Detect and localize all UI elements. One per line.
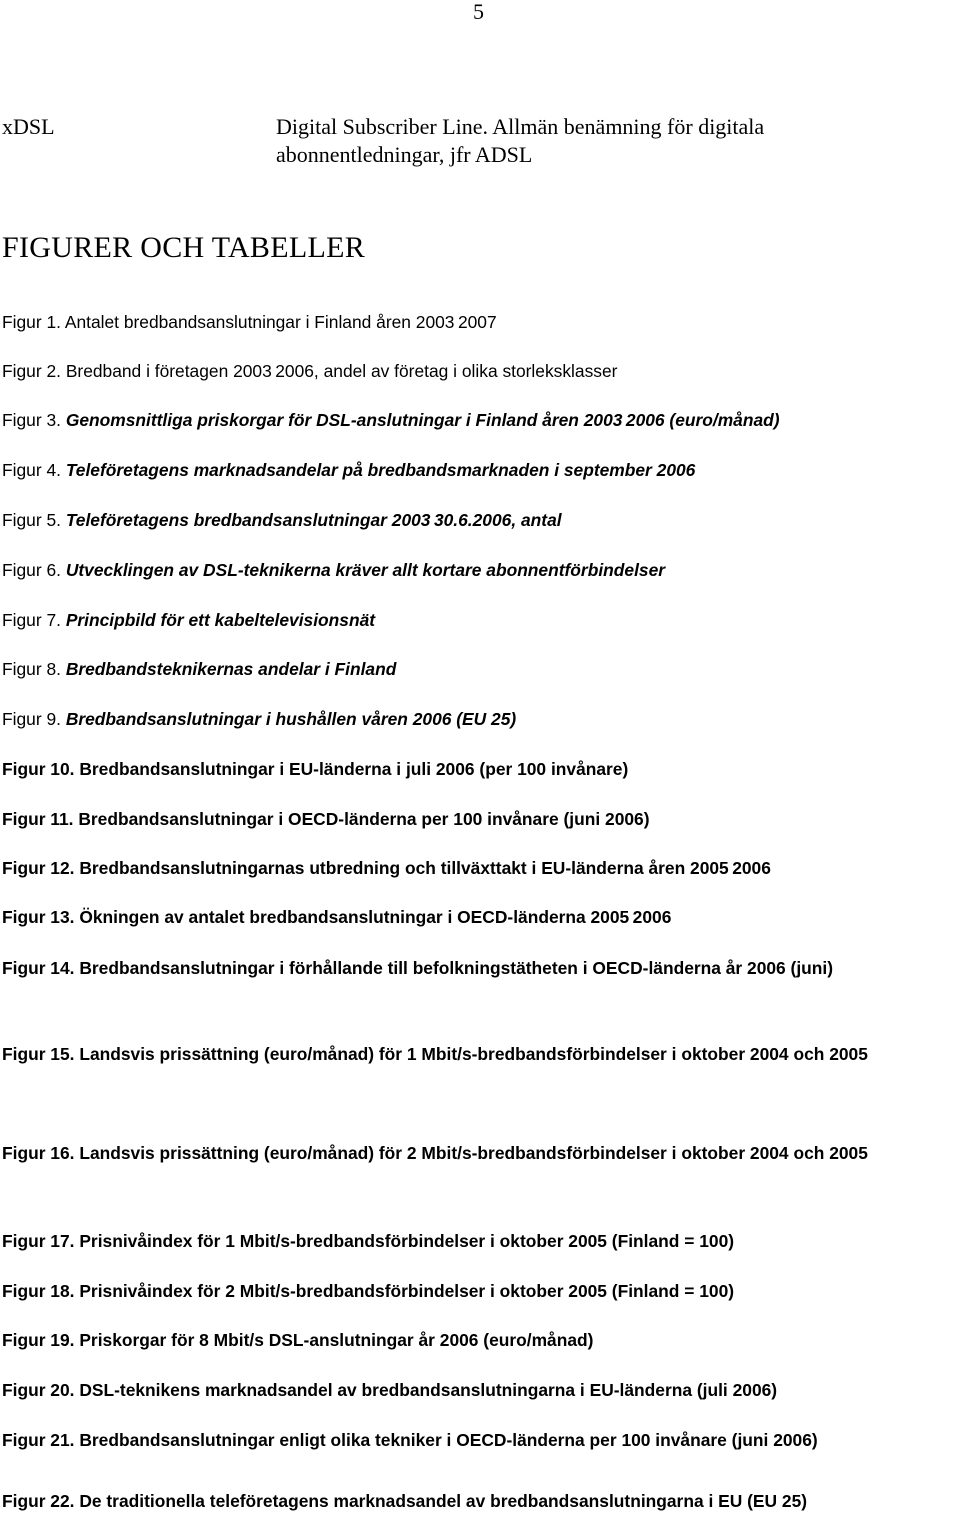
figure-title: Prisnivåindex för 1 Mbit/s-bredbandsförbindelser i oktober 2005 (Finland = 100)	[79, 1231, 735, 1251]
figure-title: Bredband i företagen 2003 2006, andel av företag i olika storleksklasser	[65, 361, 618, 381]
figure-list-item	[2, 707, 958, 732]
figure-title: De traditionella teleföretagens marknadsandel av bredbandsanslutningarna i EU (EU 25)	[79, 1491, 808, 1511]
figure-label: Figur 8.	[2, 659, 61, 679]
figure-title: Bredbandsanslutningar enligt olika tekniker i OECD-länderna per 100 invånare (juni 2006)	[79, 1430, 818, 1450]
figure-title: Utvecklingen av DSL-teknikerna kräver allt kortare abonnentförbindelser	[65, 560, 666, 580]
figure-title: Bredbandsanslutningar i hushållen våren 2006 (EU 25)	[65, 709, 517, 729]
figure-label: Figur 2.	[2, 361, 61, 381]
figure-label: Figur 19.	[2, 1330, 75, 1350]
figure-title: Landsvis prissättning (euro/månad) för 2 Mbit/s-bredbandsförbindelser i oktober 2004 och 2005	[79, 1143, 868, 1163]
figure-label: Figur 13.	[2, 907, 75, 927]
figure-list-item	[2, 807, 958, 832]
figure-title: Teleföretagens bredbandsanslutningar 2003 30.6.2006, antal	[65, 510, 562, 530]
figure-list-item	[2, 1328, 958, 1353]
figure-list-item	[2, 359, 958, 384]
figure-list-item	[2, 310, 958, 335]
abbreviation-term: xDSL	[2, 114, 55, 139]
figure-title: Principbild för ett kabeltelevisionsnät	[65, 610, 376, 630]
figure-list-item	[2, 1042, 958, 1067]
figure-label: Figur 9.	[2, 709, 61, 729]
figure-list-item	[2, 508, 958, 533]
figure-label: Figur 22.	[2, 1491, 75, 1511]
figure-title: Bredbandsanslutningar i OECD-länderna per 100 invånare (juni 2006)	[78, 809, 650, 829]
figure-list-item	[2, 458, 958, 483]
figure-label: Figur 7.	[2, 610, 61, 630]
figure-label: Figur 5.	[2, 510, 61, 530]
figure-list-item	[2, 1489, 958, 1514]
figure-list-item	[2, 558, 958, 583]
figure-title: Landsvis prissättning (euro/månad) för 1 Mbit/s-bredbandsförbindelser i oktober 2004 och 2005	[79, 1044, 868, 1064]
figure-list-item	[2, 1141, 958, 1166]
section-heading: FIGURER OCH TABELLER	[2, 231, 366, 264]
figure-label: Figur 3.	[2, 410, 61, 430]
figure-title: Priskorgar för 8 Mbit/s DSL-anslutningar år 2006 (euro/månad)	[79, 1330, 594, 1350]
figure-label: Figur 15.	[2, 1044, 75, 1064]
figure-list-item	[2, 408, 958, 433]
figure-title: Genomsnittliga priskorgar för DSL-anslutningar i Finland åren 2003 2006 (euro/månad)	[65, 410, 780, 430]
figure-title: Prisnivåindex för 2 Mbit/s-bredbandsförbindelser i oktober 2005 (Finland = 100)	[79, 1281, 735, 1301]
figure-list-item	[2, 956, 958, 981]
figure-title: DSL-teknikens marknadsandel av bredbandsanslutningarna i EU-länderna (juli 2006)	[79, 1380, 778, 1400]
figure-list-item	[2, 757, 958, 782]
figure-label: Figur 20.	[2, 1380, 75, 1400]
figure-label: Figur 16.	[2, 1143, 75, 1163]
figure-title: Bredbandsanslutningar i förhållande till befolkningstätheten i OECD-länderna år 2006 (juni)	[79, 958, 834, 978]
abbreviation-definition: Digital Subscriber Line. Allmän benämning för digitala abonnentledningar, jfr ADSL	[276, 114, 765, 167]
figure-list-item	[2, 1229, 958, 1254]
figure-title: Ökningen av antalet bredbandsanslutningar i OECD-länderna 2005 2006	[79, 907, 672, 927]
figure-title: Teleföretagens marknadsandelar på bredbandsmarknaden i september 2006	[65, 460, 696, 480]
figure-label: Figur 12.	[2, 858, 75, 878]
figure-list-item	[2, 905, 958, 930]
page-number: 5	[473, 0, 484, 24]
figure-label: Figur 21.	[2, 1430, 75, 1450]
figure-label: Figur 11.	[2, 809, 74, 829]
figure-list-item	[2, 608, 958, 633]
figure-label: Figur 18.	[2, 1281, 75, 1301]
figure-title: Bredbandsanslutningar i EU-länderna i juli 2006 (per 100 invånare)	[79, 759, 629, 779]
figure-label: Figur 4.	[2, 460, 61, 480]
figure-label: Figur 6.	[2, 560, 61, 580]
figure-label: Figur 14.	[2, 958, 75, 978]
figure-list-item	[2, 1279, 958, 1304]
figure-label: Figur 10.	[2, 759, 75, 779]
figure-label: Figur 17.	[2, 1231, 75, 1251]
figure-list-item	[2, 1428, 958, 1453]
figure-title: Antalet bredbandsanslutningar i Finland åren 2003 2007	[64, 312, 497, 332]
figure-list-item	[2, 856, 958, 881]
figure-title: Bredbandsanslutningarnas utbredning och tillväxttakt i EU-länderna åren 2005 2006	[79, 858, 771, 878]
figure-list-item	[2, 657, 958, 682]
figure-label: Figur 1.	[2, 312, 61, 332]
figure-list-item	[2, 1378, 958, 1403]
figure-title: Bredbandsteknikernas andelar i Finland	[65, 659, 397, 679]
